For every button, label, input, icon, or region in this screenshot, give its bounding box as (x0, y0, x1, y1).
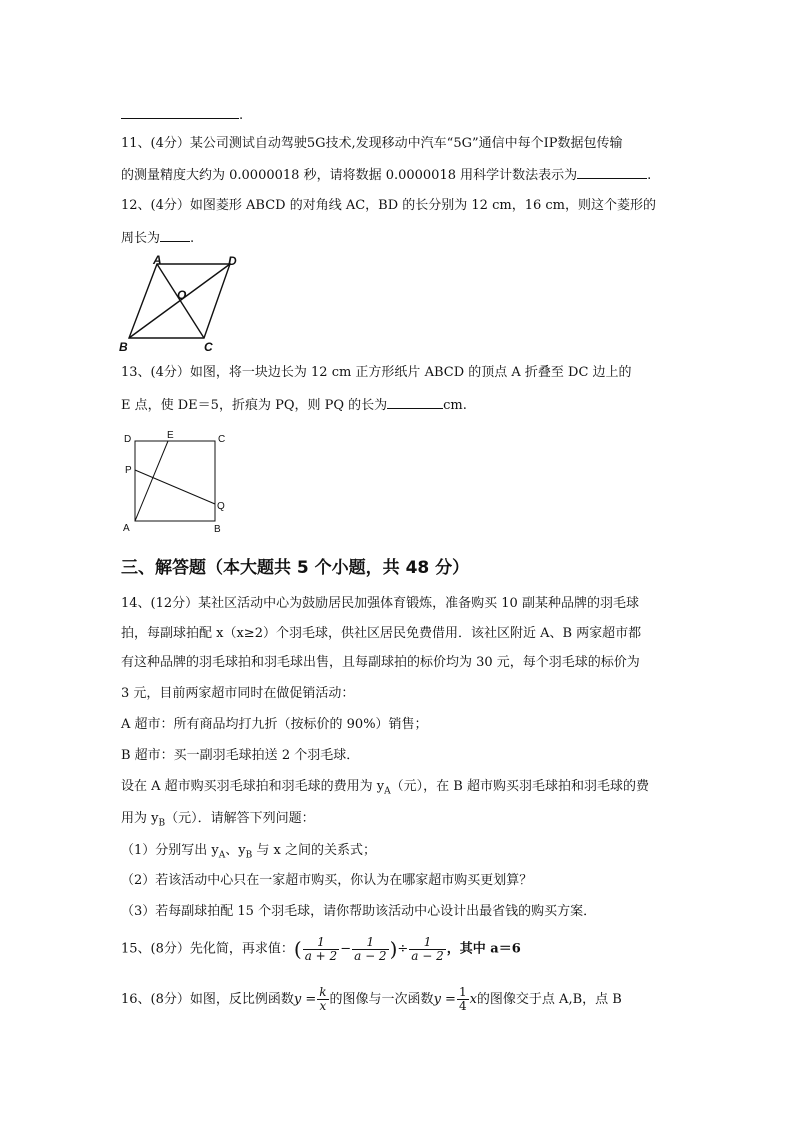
q12-end: . (190, 231, 195, 246)
q16-q-den: 4 (458, 999, 467, 1013)
q14-part-1-b: 、y (225, 843, 246, 858)
q15-open-paren: ( (293, 937, 302, 961)
fold-line-ae (135, 441, 168, 521)
q12-line-1: 12、(4分）如图菱形 ABCD 的对角线 AC，BD 的长分别为 12 cm，16 cm，则这个菱形的 (121, 198, 656, 213)
q14-part-1-sub-b: B (245, 850, 253, 861)
q14-line-6: B 超市：买一副羽毛球拍送 2 个羽毛球． (121, 748, 360, 763)
rhombus-label-b: B (119, 340, 128, 354)
q13-line-2 (121, 396, 467, 415)
square-label-a: A (123, 523, 130, 534)
q11-line-1: 11、(4分）某公司测试自动驾驶5G技术,发现移动中汽车“5G”通信中每个IP数据包传输 (121, 136, 623, 151)
q10-answer-line (121, 106, 243, 125)
q16-line (121, 983, 622, 1017)
q14-part-3: （3）若每副球拍配 15 个羽毛球，请你帮助该活动中心设计出最省钱的购买方案． (121, 904, 597, 919)
q15-f2-den: a − 2 (354, 948, 387, 963)
rhombus-label-a: A (153, 254, 162, 267)
q16-prefix: 16、(8分）如图，反比例函数 (121, 992, 294, 1007)
q16-x: x (469, 992, 477, 1007)
q12-line-2-text: 周长为 (121, 231, 161, 246)
square-label-b: B (214, 524, 221, 535)
q15-f1-den: a + 2 (304, 948, 338, 963)
q16-k-num: k (319, 985, 327, 999)
q16-mid: 的图像与一次函数 (329, 992, 434, 1007)
q15-f3-num: 1 (423, 934, 432, 949)
q15-fraction-1 (303, 936, 339, 963)
q14-line-7 (121, 778, 649, 801)
rhombus-figure (112, 254, 247, 354)
q14-line-2: 拍，每副球拍配 x（x≥2）个羽毛球，供社区居民免费借用．该社区附近 A、B 两家超市都 (121, 626, 642, 641)
q16-k-den: x (317, 999, 328, 1013)
q14-part-1-c: 与 x 之间的关系式； (252, 843, 376, 858)
q16-y2: y = (433, 992, 456, 1007)
q15-prefix: 15、(8分）先化简，再求值： (121, 941, 294, 957)
q10-answer-blank[interactable] (121, 106, 239, 119)
q16-fraction-quarter (457, 986, 469, 1013)
rhombus-label-c: C (204, 340, 213, 354)
rhombus-label-d: D (228, 254, 237, 268)
square-label-e: E (167, 430, 174, 441)
q15-fraction-2 (352, 936, 388, 963)
q14-line-3: 有这种品牌的羽毛球拍和羽毛球出售，且每副球拍的标价均为 30 元，每个羽毛球的标价为 (121, 655, 640, 670)
q14-line-5: A 超市：所有商品均打九折（按标价的 90%）销售； (121, 717, 428, 732)
q14-line-8 (121, 810, 315, 833)
square-fold-figure (118, 424, 238, 536)
q12-answer-blank[interactable] (160, 229, 190, 242)
q14-line-8-sub: B (158, 818, 166, 829)
q14-line-4: 3 元，目前两家超市同时在做促销活动： (121, 686, 355, 701)
q11-answer-blank[interactable] (577, 166, 647, 179)
q14-part-1-sub-a: A (218, 850, 226, 861)
q15-f1-num: 1 (317, 934, 325, 949)
square-label-q: Q (217, 501, 225, 512)
q12-line-2 (121, 229, 194, 248)
q16-fraction-k (317, 986, 328, 1013)
q15-suffix: ，其中 a＝6 (446, 941, 521, 957)
q11-end: . (647, 168, 652, 183)
q14-part-1-a: （1）分别写出 y (121, 843, 219, 858)
square-label-p: P (125, 465, 132, 476)
q16-y1: y = (293, 992, 317, 1007)
q14-line-7-b: （元），在 B 超市购买羽毛球拍和羽毛球的费 (390, 779, 649, 794)
q13-unit: cm. (443, 398, 467, 413)
q11-line-2-text: 的测量精度大约为 0.0000018 秒，请将数据 0.0000018 用科学计数法表示为 (121, 168, 578, 183)
square-label-c: C (218, 434, 226, 445)
q13-line-1: 13、(4分）如图，将一块边长为 12 cm 正方形纸片 ABCD 的顶点 A 折叠至 DC 边上的 (121, 365, 632, 380)
q15-fraction-3 (409, 936, 445, 963)
q16-suffix: 的图像交于点 A,B，点 B (476, 992, 622, 1007)
q14-line-7-sub: A (384, 786, 391, 797)
q13-line-2-text: E 点，使 DE＝5，折痕为 PQ，则 PQ 的长为 (121, 398, 388, 413)
square-label-d: D (124, 434, 132, 445)
q14-line-1: 14、(12分）某社区活动中心为鼓励居民加强体育锻炼，准备购买 10 副某种品牌的羽毛球 (121, 596, 639, 611)
q10-end: . (239, 108, 244, 123)
q15-f3-den: a − 2 (411, 948, 444, 963)
q14-line-8-b: （元）．请解答下列问题： (165, 811, 315, 826)
q14-line-8-a: 用为 y (121, 811, 159, 826)
q15-divide: ÷ (397, 941, 409, 957)
q15-line (121, 932, 521, 967)
crease-pq (135, 470, 215, 504)
q14-part-1 (121, 842, 376, 865)
q14-part-2: （2）若该活动中心只在一家超市购买，你认为在哪家超市购买更划算？ (121, 873, 533, 888)
q15-f2-num: 1 (366, 934, 375, 949)
square-outline (135, 441, 215, 521)
section-3-title: 三、解答题（本大题共 5 个小题，共 48 分） (121, 558, 470, 578)
q16-q-num: 1 (458, 985, 467, 999)
q15-close-paren: ) (389, 937, 398, 961)
q13-answer-blank[interactable] (387, 396, 443, 409)
q11-line-2 (121, 166, 651, 185)
q15-minus: − (340, 941, 352, 957)
q14-line-7-a: 设在 A 超市购买羽毛球拍和羽毛球的费用为 y (121, 779, 385, 794)
rhombus-label-o: O (177, 288, 187, 302)
